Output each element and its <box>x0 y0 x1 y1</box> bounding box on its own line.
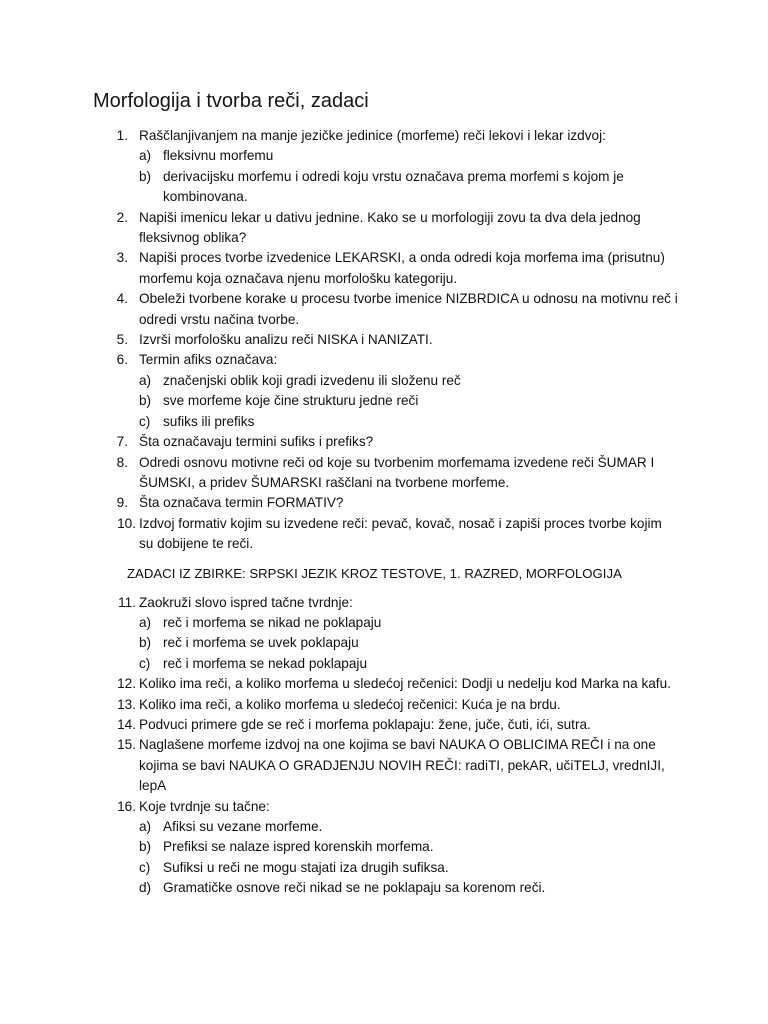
option-text: reč i morfema se uvek poklapaju <box>163 635 359 651</box>
questions-part-1 <box>0 126 768 555</box>
question-4 <box>0 289 679 330</box>
option-text: sve morfeme koje čine strukturu jedne reči <box>163 393 419 409</box>
question-number: 16. <box>117 798 136 814</box>
question-12 <box>0 674 679 694</box>
question-6-option-b <box>0 391 681 411</box>
option-text: fleksivnu morfemu <box>163 148 274 164</box>
question-2 <box>0 208 679 249</box>
option-text: Prefiksi se nalaze ispred korenskih morfema. <box>163 839 434 855</box>
question-8 <box>0 453 679 494</box>
question-5 <box>0 330 679 350</box>
option-text: derivacijsku morfemu i odredi koju vrstu označava prema morfemi s kojom je kombinovana. <box>163 168 624 205</box>
question-number: 3. <box>116 250 128 266</box>
question-number: 6. <box>116 352 128 368</box>
option-text: Sufiksi u reči ne mogu stajati iza drugih sufiksa. <box>163 859 449 875</box>
question-number: 1. <box>116 128 128 143</box>
question-number: 13. <box>117 696 136 712</box>
question-text: Napiši proces tvorbe izvedenice LEKARSKI, a onda odredi koja morfema ima (prisutnu) morfemu koja označava njenu morfološku kategoriju. <box>139 250 665 286</box>
option-text: Gramatičke osnove reči nikad se ne poklapaju sa korenom reči. <box>163 880 546 896</box>
question-text: Raščlanjivanjem na manje jezičke jedinice (morfeme) reči lekovi i lekar izdvoj: <box>139 128 606 143</box>
option-text: reč i morfema se nekad poklapaju <box>163 655 368 671</box>
question-11-option-a <box>0 613 681 633</box>
question-text: Napiši imenicu lekar u dativu jednine. Kako se u morfologiji zovu ta dva dela jednog fleksivnog oblika? <box>139 209 641 246</box>
option-letter: b) <box>139 635 152 651</box>
page-title: Morfologija i tvorba reči, zadaci <box>93 90 369 112</box>
question-text: Izdvoj formativ kojim su izvedene reči: pevač, kovač, nosač i zapiši proces tvorbe kojim su dobijene te reči. <box>139 515 662 552</box>
question-6 <box>0 350 679 370</box>
question-16-option-b <box>0 837 681 857</box>
question-16-option-d <box>0 878 681 898</box>
question-text: Podvuci primere gde se reč i morfema poklapaju: žene, juče, čuti, ići, sutra. <box>139 716 591 732</box>
question-15 <box>0 735 679 796</box>
question-7 <box>0 432 679 452</box>
question-text: Zaokruži slovo ispred tačne tvrdnje: <box>139 594 353 610</box>
option-text: sufiks ili prefiks <box>163 413 255 429</box>
option-letter: c) <box>139 413 151 429</box>
question-number: 8. <box>116 454 128 470</box>
question-1-option-b <box>0 167 681 208</box>
question-number: 10. <box>117 515 136 531</box>
option-letter: b) <box>139 168 152 184</box>
question-16-option-c <box>0 858 681 878</box>
questions-part-2 <box>0 593 768 899</box>
question-list <box>0 126 768 899</box>
option-text: značenjski oblik koji gradi izvedenu ili složenu reč <box>163 372 461 388</box>
option-letter: a) <box>139 372 152 388</box>
question-number: 15. <box>117 737 136 753</box>
question-13 <box>0 695 679 715</box>
question-1 <box>0 126 679 146</box>
question-text: Šta označavaju termini sufiks i prefiks? <box>139 434 374 450</box>
option-letter: a) <box>139 819 152 834</box>
question-11-option-b <box>0 633 681 653</box>
question-number: 9. <box>116 495 128 511</box>
question-text: Koliko ima reči, a koliko morfema u sledećoj rečenici: Kuća je na brdu. <box>139 696 561 712</box>
question-10 <box>0 514 679 555</box>
question-text: Naglašene morfeme izdvoj na one kojima se bavi NAUKA O OBLICIMA REČI i na one kojima se bavi NAUKA O GRADJENJU NOVIH REČI: radiTI, pekAR, učiTELJ, vrednIJI, lepA <box>139 737 665 794</box>
question-text: Koje tvrdnje su tačne: <box>139 798 270 814</box>
question-text: Koliko ima reči, a koliko morfema u sledećoj rečenici: Dodji u nedelju kod Marka na kafu. <box>139 676 671 692</box>
question-number: 2. <box>116 209 128 225</box>
option-letter: c) <box>139 859 151 875</box>
question-text: Obeleži tvorbene korake u procesu tvorbe imenice NIZBRDICA u odnosu na motivnu reč i odredi vrstu načina tvorbe. <box>139 291 678 327</box>
question-number: 4. <box>116 291 128 307</box>
question-number: 7. <box>116 434 128 450</box>
question-16-option-a <box>0 817 681 837</box>
question-text: Odredi osnovu motivne reči od koje su tvorbenim morfemama izvedene reči ŠUMAR I ŠUMSKI, a pridev ŠUMARSKI raščlani na tvorbene morfeme. <box>139 454 655 490</box>
option-letter: a) <box>139 614 152 630</box>
question-9 <box>0 493 679 513</box>
question-3 <box>0 248 679 289</box>
question-number: 12. <box>117 676 136 692</box>
question-6-option-c <box>0 412 681 432</box>
option-letter: d) <box>139 880 152 896</box>
option-letter: b) <box>139 839 152 855</box>
question-number: 11. <box>118 594 136 610</box>
question-14 <box>0 715 679 735</box>
option-text: reč i morfema se nikad ne poklapaju <box>163 614 382 630</box>
question-11 <box>0 593 679 613</box>
option-letter: c) <box>139 655 151 671</box>
question-6-option-a <box>0 371 681 391</box>
question-number: 14. <box>117 716 136 732</box>
question-text: Termin afiks označava: <box>139 352 278 368</box>
question-text: Šta označava termin FORMATIV? <box>139 495 344 511</box>
section-heading: ZADACI IZ ZBIRKE: SRPSKI JEZIK KROZ TESTOVE, 1. RAZRED, MORFOLOGIJA <box>127 565 622 581</box>
option-letter: b) <box>139 393 152 409</box>
question-1-option-a <box>0 146 681 166</box>
question-number: 5. <box>116 332 128 348</box>
option-text: Afiksi su vezane morfeme. <box>163 819 323 834</box>
question-text: Izvrši morfološku analizu reči NISKA i NANIZATI. <box>139 332 433 348</box>
question-16 <box>0 797 679 817</box>
option-letter: a) <box>139 148 152 164</box>
question-11-option-c <box>0 654 681 674</box>
